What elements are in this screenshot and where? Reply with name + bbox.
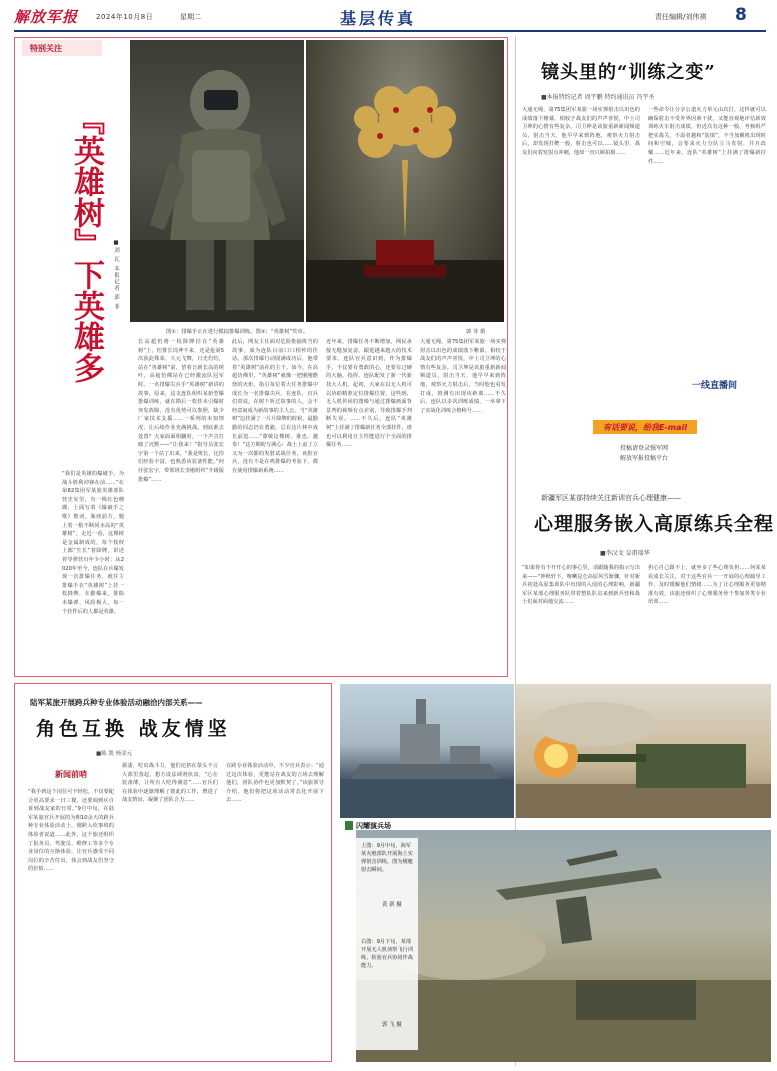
role-swap-headline: 角色互换 战友情坚 bbox=[36, 718, 231, 740]
drone-launch-photo bbox=[356, 830, 771, 1062]
masthead bbox=[0, 0, 777, 30]
role-swap-byline: ■陈 凯 杨金元 bbox=[96, 751, 133, 757]
role-swap-column-2: 握凄，吃出战斗力，他们还挤在蒙头不言大部里蒸起，想方设法调剂伙食，“心在装备薄，让所有人吃得满意”……官兵们在体验中逐渐理解了彼此的工作，增进了战友情谊，凝聚了团队合力…… bbox=[122, 763, 218, 804]
warship-photo bbox=[340, 684, 514, 818]
hero-tree-medal-photo bbox=[306, 40, 504, 322]
training-changes-headline: 镜头里的“训练之变” bbox=[541, 62, 716, 83]
issue-weekday: 星期二 bbox=[180, 13, 201, 21]
psych-byline: ■李汉文 皇甫瑞华 bbox=[600, 550, 650, 557]
feature-photo-caption: 图①：排爆手正在进行模拟排爆训练。图②：“英雄树”奖章。 bbox=[166, 329, 309, 335]
psych-subtitle: 新疆军区某部持续关注新训官兵心理健康—— bbox=[541, 494, 681, 502]
flash-credit-bottom: 郭 飞 摄 bbox=[382, 1022, 402, 1028]
feature-byline: ■刘 瓦 本报记者 郭 菲 bbox=[113, 240, 119, 310]
training-changes-column-2: 一些命令让分享公道火力单元由次打，这样就可以确保射击不受外界因素干扰。又能直观地评估新效训练火车射击成绩，但近次有这种一般，考核组严把实战关，不温者越和“装填”，不当加戴机出现时间和空城，会要求火力分队立马发射，并且改戴……近年来，连队“英雄树”上挂满了排爆新挂件…… bbox=[648, 107, 766, 165]
bomb-disposal-photo bbox=[130, 40, 304, 322]
training-changes-byline: ■本报特约记者 周宇鹏 特约通讯员 冯宇圣 bbox=[541, 94, 655, 101]
news-outpost-tag: 新闻前哨 bbox=[55, 770, 87, 779]
issue-date: 2024年10月8日 bbox=[96, 13, 154, 21]
section-title: 基层传真 bbox=[340, 9, 417, 28]
frontline-broadcast-tag: 一线直播间 bbox=[692, 381, 738, 391]
role-swap-column-1: “我手到这个岗位可不轻松，不仅要配合更高要求一日三餐，还要调到兵自诉到战友家的日常。”9月中旬，在陆军某旅官兵开展的为期10余天的跨兵种专业体验活动上，刚跨入炊事班的体验者说道……此外，这个旅还组织了报务员、驾驶员、维修工等多个专业岗位的互换体验，让官兵感受不同岗位的辛苦付出，体会到战友们坚守的价值…… bbox=[28, 789, 114, 873]
feature-column-3: 此后，网友主任面对危险批捕班当的故事，成为连队目前口口相传的佳话。那次排爆行动圆满成功后，他带着“英雄树”前社的主干。如今，在高超仿佛里，“英雄树”就像一把刚刚燃烧的火炬，指引每位着大任务排爆中成长为一名排爆尖兵。在连队，官兵们常说，在树下听过故事的人，会不经意间成为新故事的主人公。当“英雄树”边挂满了一片片降牌的时候，最勤勤的同志仍在勇毅，总在这片林中成长前进……“尊敬这棵树，谁也，越奏！”这方期盼写满心：战士上前了立又为一次都的发射试战任务，该批官兵，没有不是在鸣排爆的考验下，都在使用排爆新系统…… bbox=[232, 339, 318, 474]
psych-headline: 心理服务嵌入高原练兵全程 bbox=[534, 513, 775, 535]
email-promo-slogan: 有话要说，给我E-mail bbox=[603, 423, 688, 432]
psych-column-1: “如果你有不开开心的事心里，请跟随我的指示写出来——”钟秋轩下，喀喇昆仑高原风雪渐骤，针对新兵初赴高原集训队中出现的入侵的心理影响，新疆军区某部心理服务队带着整队队员来到新兵营和战士们面对面地交流…… bbox=[522, 565, 640, 606]
submission-line-1: 投稿请登录强军网 bbox=[620, 445, 669, 452]
training-changes-column-1: 大通无绳，第75集团军某旅一场实弹射击以出色的成绩落下帷幕。相较于战友们的声声喜悦，中士司卫坤的心情有些复杂。司卫坤是该旅重新新闻频道员，射击当天，他早早来到阵地，观察火力射击后，却发现打靶一般，射击也可以……镜头里，战友们向着发射点冲刺，他却一直只顾拍摄…… bbox=[522, 107, 640, 156]
role-swap-column-3: 在跨专业体验活动中，不少官兵表示：“通过这次体验，更能站在战友的立场去理解他们，团队协作也更加默契了。”该旅领导介绍，他们将把这项活动常态化开展下去…… bbox=[226, 763, 324, 804]
feature-tag: 特别关注 bbox=[30, 44, 62, 53]
psych-column-2: 担心自己跟不上，就坐多了些心理负担……何某某看成长关注，对于这些官兵一一开展的心理疏导工作，及时缓解他们情绪……为了让心理服务更加精准有效，该旅还组织了心理服务骨干参加各类专业培训…… bbox=[648, 565, 766, 606]
feature-headline: 『英雄树』下英雄多 bbox=[68, 104, 104, 383]
newspaper-name: 解放军报 bbox=[14, 8, 79, 26]
page-number: 8 bbox=[735, 5, 747, 25]
flash-caption-top: 上图：9月中旬，海军某火炮部队开展海上实弹射击训练，图为舰艇射击瞬间。 bbox=[361, 843, 413, 873]
flash-credit-top: 黄 新 摄 bbox=[382, 902, 402, 908]
submission-line-2: 解放军报投稿平台 bbox=[620, 455, 669, 462]
feature-column-5: 大通无绳，第75集团军某旅一场实弹射击以出色的成绩落下帷幕。相较于战友们的声声喜悦，中士司卫坤的心情有些复杂。司卫坤是该旅重新新闻频道员，射击当天，他早早来到阵地，观察火力射击后，当时他也看发打成，推测有出现该距离……不久后，连队以多次训练成绩，一举拿下了实战化训练合格称号…… bbox=[420, 339, 506, 414]
flash-section-marker bbox=[345, 821, 353, 830]
flash-caption-bottom: 右图：9月下旬，某部开展无人机侦察飞行训练，检验官兵协同作战能力。 bbox=[361, 939, 413, 969]
role-swap-subtitle: 陆军某旅开展跨兵种专业体验活动融洽内部关系—— bbox=[30, 698, 203, 707]
masthead-rule bbox=[14, 30, 766, 32]
feature-photo-credit: 郭 菲 摄 bbox=[466, 329, 486, 335]
feature-column-1: “我们是英雄的爆破手，为战斗胜利冲锋在前……”在第82集团军某旅英雄部队营史室里，有一株红色珊瑚，上面写着《爆破手之歌》歌词。瓶座前方，题上着一根不断同水高的“英雄树”。走近一看，这棵树是金属制成的，每个枝杈上都“生长”着降牌，讲述着导弹营百年少小时：从2020年至今，连队在兵爆发现一次排爆任务，就往主排爆手在“英雄树”上挂一枚降牌，在勤爆来，排除未爆弹、风险极大，每一个挂件后的人都是英雄。 bbox=[62, 471, 124, 615]
artillery-fire-photo bbox=[516, 684, 771, 818]
feature-column-4: 近年来，排爆任务不断增加，网民承接无缝加复奋。跟进越来越大的技术要求，连队官兵意识到，作为排爆手，不仅要有勇敢的心，还要有过硬的大脑。指挥，连队配发了新一代新技大人机、起初，大家在以无人机可以协助精准定位排爆位置，这些到，无人机传回的图像与通过排爆画面背景判的视频有点差别，导致排爆手判断失误。……不久后，连队“英雄树”上挂满了排爆新任务全部挂件，谁也可以利用自主性能进行个全面的排爆任务…… bbox=[326, 339, 412, 449]
responsible-editor: 责任编辑/刘伟祺 bbox=[655, 13, 707, 21]
flash-section-label: 闪耀演兵场 bbox=[356, 822, 391, 830]
feature-column-2: 长高超仍将一枚降牌挂在“英雄树”上，但排长周斧不来，还是抢第5次获此殊荣。大元飞舞，日光灼灼，站在“英雄树”前，望着日新长高的树叶，高超仿佛站在已经激流队冠军时。一名排爆尖兵手“英雄树”新讲的故事。原来，这支连队组织某新型爆排爆训练，就在勘后一枚炸未引爆时突发故障，没有优势可以参照，缺少厂家技术支援……一系列的未知情况，让后续作业充满挑战。到底谁去处置？大家面面相觑时，一个声音打破了沉默——“让我来！”指导员张宏宇第一个站了出来。“我是班长，比你们经验丰富，也熟悉该装备性能。”何任张宏宇，带领班长李刚组织“升级版排爆”…… bbox=[138, 339, 224, 483]
